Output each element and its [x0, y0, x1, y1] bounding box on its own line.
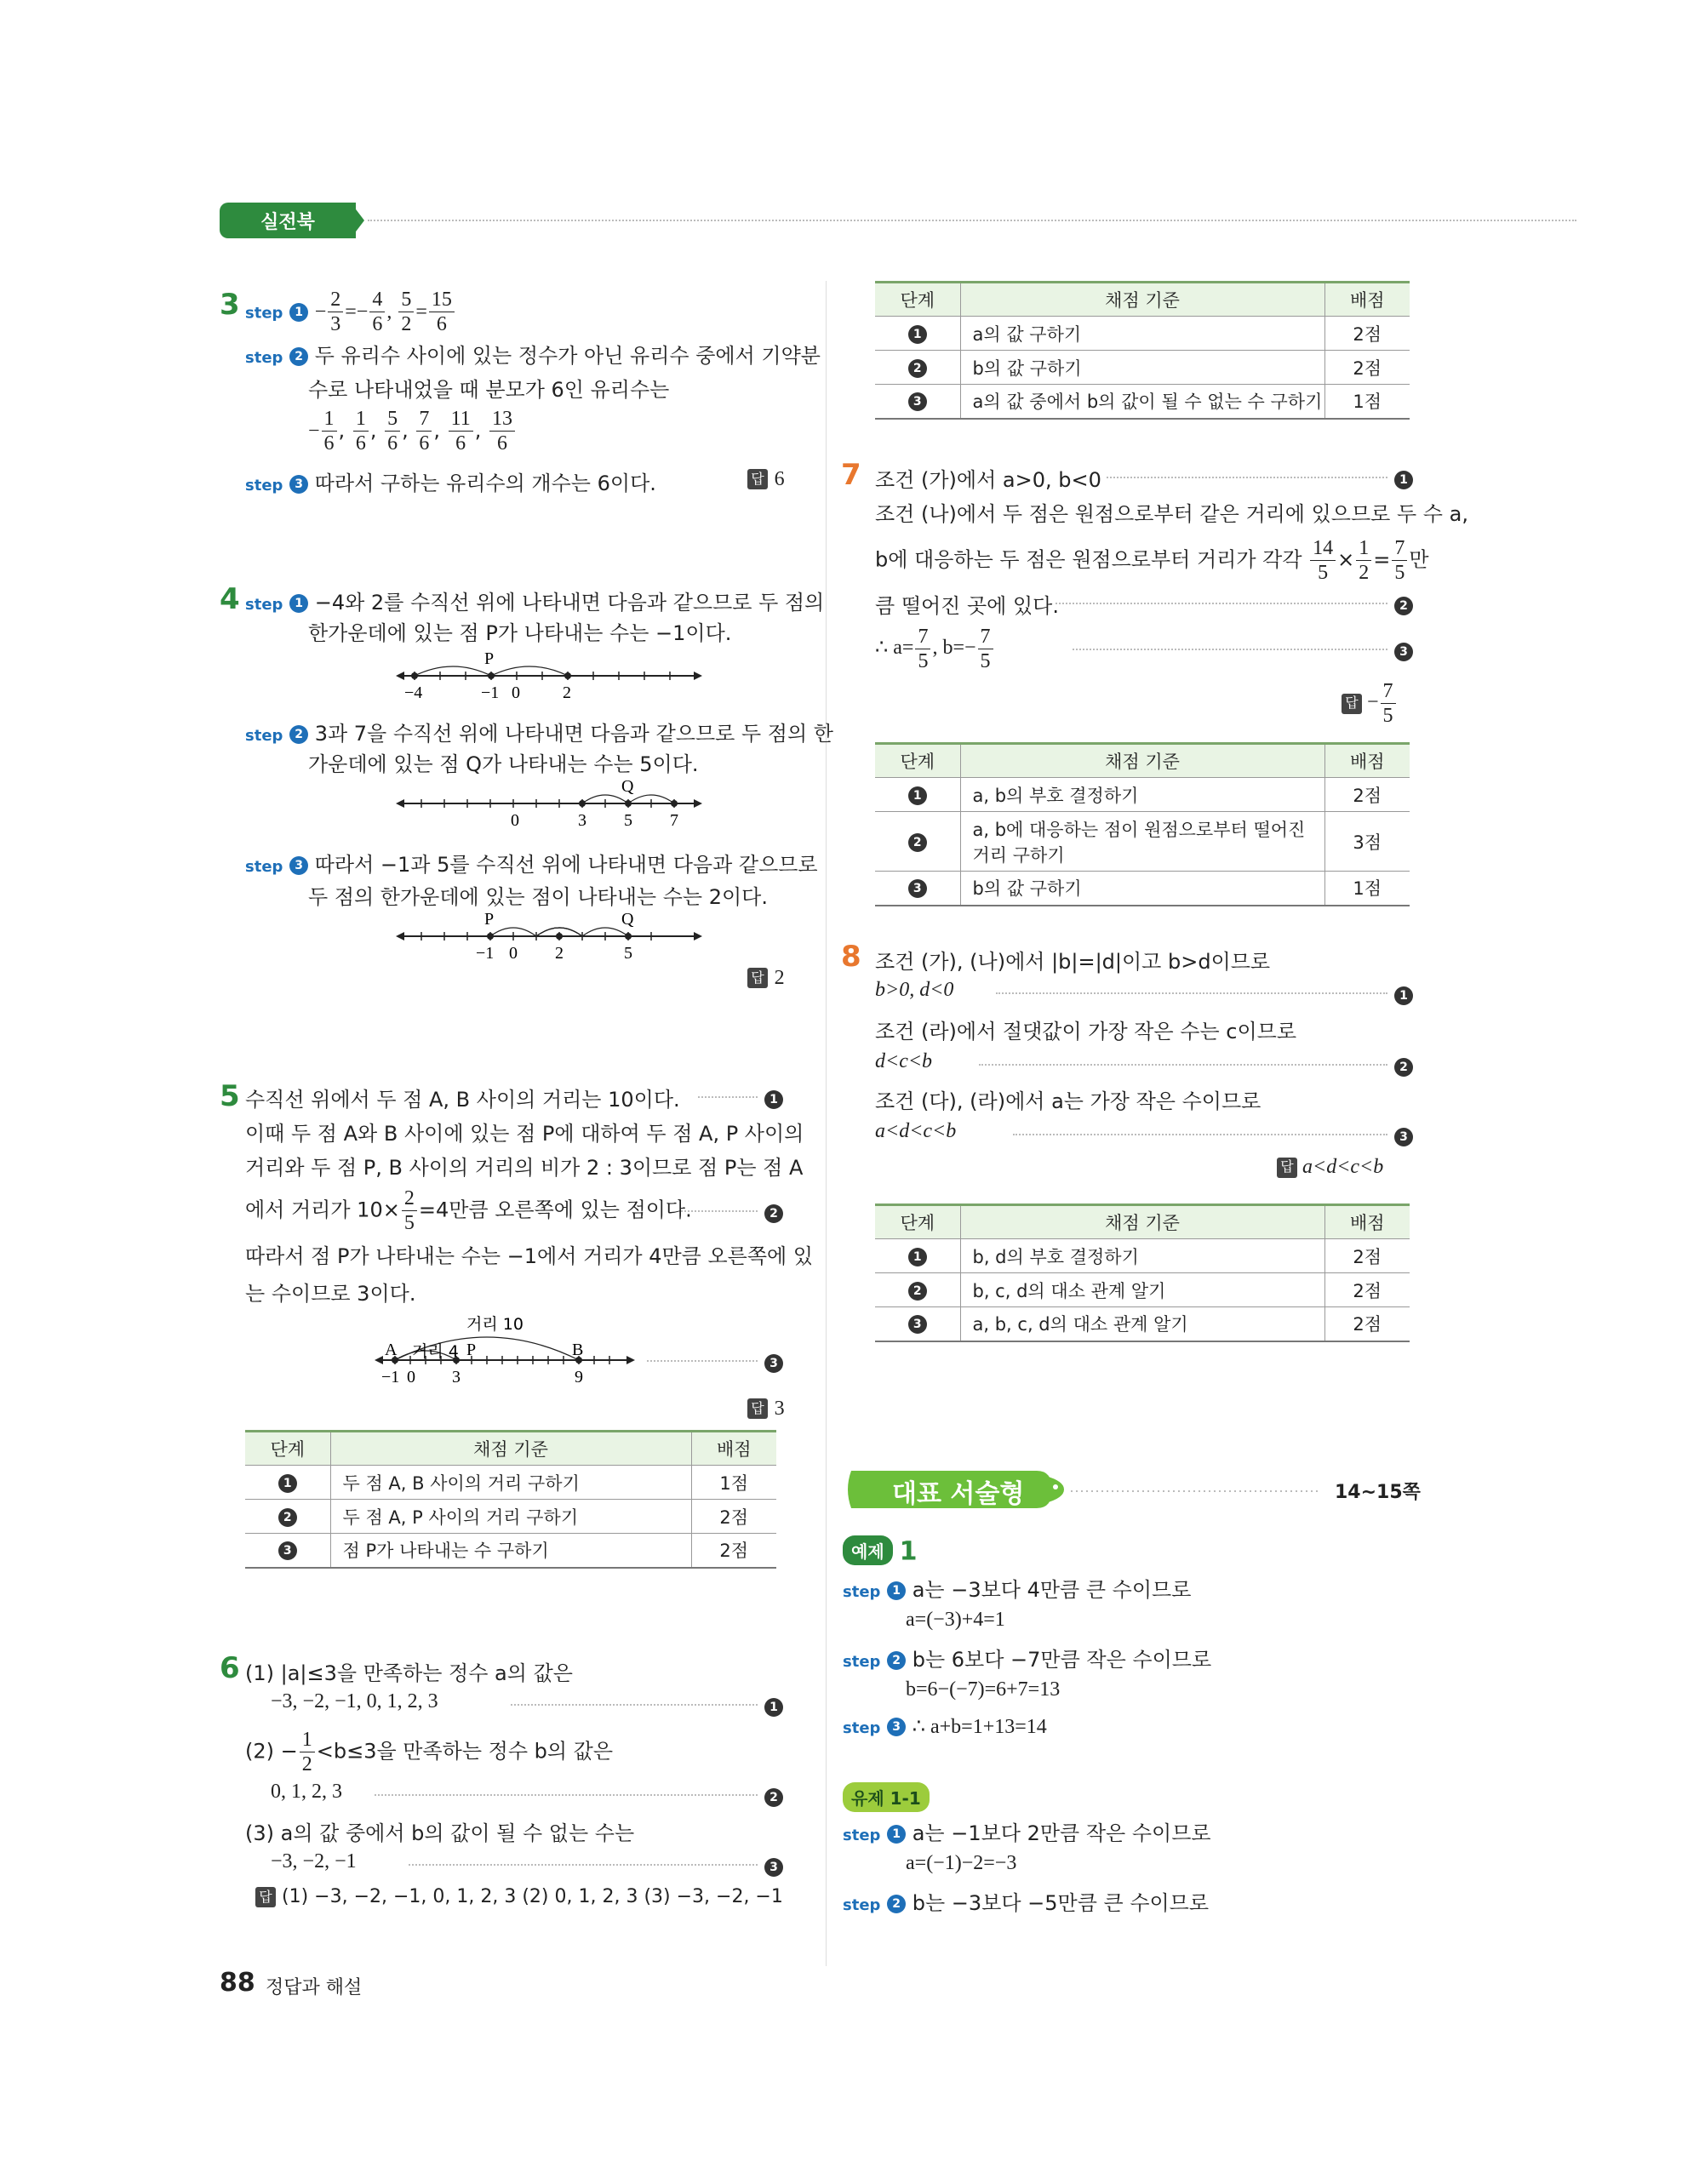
footer-label: 정답과 해설 [266, 1977, 363, 1998]
point-label: B [572, 1341, 584, 1359]
p5-line3: 거리와 두 점 P, B 사이의 거리의 비가 2 : 3이므로 점 P는 점 A [245, 1156, 804, 1180]
tick-label: 0 [407, 1368, 415, 1386]
p4-answer: 답 2 [747, 965, 785, 990]
problem-4-number: 4 [220, 582, 240, 616]
similar-line2: a=(−1)−2=−3 [906, 1852, 1017, 1874]
p6-line5: (3) a의 값 중에서 b의 값이 될 수 없는 수는 [245, 1821, 635, 1845]
point-label: P [484, 910, 495, 929]
step-label: step [245, 304, 283, 323]
p7-score-table: 단계 채점 기준 배점 1 a, b의 부호 결정하기 2점 2 a, b에 대응하는 점이 원점으로부터 떨어진 거리 구하기 3점 3 b의 값 구하기 1점 [875, 742, 1410, 906]
p8-line1: 조건 (가), (나)에서 |b|=|d|이고 b>d이므로 [875, 950, 1271, 974]
p8-line2: b>0, d<0 [875, 979, 954, 1001]
marker-1: 1 [764, 1086, 783, 1111]
point-label: A [385, 1341, 398, 1359]
tick-label: 3 [578, 811, 586, 830]
point-label: P [484, 649, 495, 668]
answer-icon: 답 [747, 469, 768, 489]
p3-step2-fractions: − $\frac{1}{6}$ , $\frac{1}{6}$ , $\frac{5}{6}$ , $\frac{7}{6}$ , $\frac{11}{6}$ , $\frac{13}{6}$ [308, 409, 517, 454]
tick-label: 9 [575, 1368, 583, 1386]
point-label: Q [621, 910, 634, 929]
p4-step2: step 2 3과 7을 수직선 위에 나타내면 다음과 같으므로 두 점의 한 [245, 722, 833, 746]
marker-3: 3 [1394, 1123, 1413, 1148]
problem-3-number: 3 [220, 288, 240, 322]
step-circle: 2 [289, 347, 308, 366]
column-divider [826, 281, 827, 1966]
section-tag-arrow [351, 203, 364, 238]
tick-label: 5 [624, 944, 632, 963]
section-tag: 실전북 [220, 203, 356, 238]
problem-7-number: 7 [841, 458, 861, 492]
point-label: P [466, 1341, 477, 1359]
p3-step2-text2: 수로 나타내었을 때 분모가 6인 유리수는 [308, 378, 670, 402]
p6-line1: (1) |a|≤3을 만족하는 정수 a의 값은 [245, 1661, 573, 1685]
distance-label: 거리 4 [412, 1342, 459, 1361]
marker-1: 1 [1394, 466, 1413, 491]
p8-line4: d<c<b [875, 1050, 933, 1072]
marker-2: 2 [1394, 1054, 1413, 1078]
p4-number-line-2 [396, 776, 702, 841]
p5-line1: 수직선 위에서 두 점 A, B 사이의 거리는 10이다. [245, 1088, 680, 1112]
p7-line3: b에 대응하는 두 점은 원점으로부터 거리가 각각 $\frac{14}{5}$ × $\frac{1}{2}$ = $\frac{7}{5}$ 만 [875, 537, 1429, 584]
tick-label: 2 [555, 944, 564, 963]
marker-3: 3 [764, 1350, 783, 1375]
step-circle: 3 [289, 856, 308, 875]
marker-2: 2 [764, 1784, 783, 1809]
p5-number-line [375, 1311, 638, 1401]
p5-line2: 이때 두 점 A와 B 사이에 있는 점 P에 대하여 두 점 A, P 사이의 [245, 1122, 804, 1146]
marker-1: 1 [1394, 982, 1413, 1007]
p4-step1-text2: 한가운데에 있는 점 P가 나타내는 수는 −1이다. [308, 621, 732, 645]
example-step3: step 3 ∴ a+b=1+13=14 [843, 1716, 1047, 1738]
p4-step3: step 3 따라서 −1과 5를 수직선 위에 나타내면 다음과 같으므로 [245, 853, 818, 877]
tick-label: 0 [509, 944, 518, 963]
tick-label: 0 [511, 811, 519, 830]
tick-label: 3 [452, 1368, 461, 1386]
p6-line4: 0, 1, 2, 3 [271, 1781, 342, 1803]
answer-icon: 답 [1277, 1158, 1297, 1178]
marker-3: 3 [1394, 638, 1413, 663]
p5-line4: 에서 거리가 10× $\frac{2}{5}$ =4만큼 오른쪽에 있는 점이다. [245, 1187, 692, 1234]
representative-pages: 14~15쪽 [1335, 1482, 1421, 1503]
answer-icon: 답 [747, 968, 768, 988]
example-line2: a=(−3)+4=1 [906, 1609, 1005, 1631]
page-number: 88 [220, 1968, 255, 1998]
p8-answer: 답 a<d<c<b [1277, 1156, 1383, 1179]
step-circle: 3 [289, 475, 308, 494]
answer-icon: 답 [747, 1398, 768, 1419]
tick-label: −4 [404, 683, 423, 702]
tick-label: 0 [512, 683, 520, 702]
tick-label: −1 [381, 1368, 400, 1386]
distance-label: 거리 10 [466, 1315, 523, 1334]
p3-step2: step 2 두 유리수 사이에 있는 정수가 아닌 유리수 중에서 기약분 [245, 344, 821, 368]
p6-line6: −3, −2, −1 [271, 1850, 357, 1872]
step-circle: 1 [289, 594, 308, 613]
p5-score-table: 단계 채점 기준 배점 1 두 점 A, B 사이의 거리 구하기 1점 2 두 점 A, P 사이의 거리 구하기 2점 3 점 P가 나타내는 수 구하기 2점 [245, 1430, 776, 1569]
point-label: Q [621, 777, 634, 796]
similar-step1: step 1 a는 −1보다 2만큼 작은 수이므로 [843, 1821, 1211, 1845]
p7-answer: 답 − $\frac{7}{5}$ [1342, 681, 1398, 726]
p8-line6: a<d<c<b [875, 1120, 957, 1142]
p3-step1: step 1 − $\frac{2}{3}$ =− $\frac{4}{6}$ , $\frac{5}{2}$ = $\frac{15}{6}$ [245, 289, 456, 334]
marker-1: 1 [764, 1694, 783, 1718]
p4-number-line-3 [396, 909, 702, 974]
problem-5-number: 5 [220, 1079, 240, 1113]
example-step2: step 2 b는 6보다 −7만큼 작은 수이므로 [843, 1648, 1212, 1672]
p8-score-table: 단계 채점 기준 배점 1 b, d의 부호 결정하기 2점 2 b, c, d의 대소 관계 알기 2점 3 a, b, c, d의 대소 관계 알기 2점 [875, 1203, 1410, 1342]
example-label: 예제 1 [843, 1535, 917, 1567]
p6-score-table: 단계 채점 기준 배점 1 a의 값 구하기 2점 2 b의 값 구하기 2점 3 a의 값 중에서 b의 값이 될 수 없는 수 구하기 1점 [875, 281, 1410, 420]
p3-step3: step 3 따라서 구하는 유리수의 개수는 6이다. [245, 472, 656, 495]
tick-label: 2 [563, 683, 571, 702]
tick-label: 5 [624, 811, 632, 830]
marker-2: 2 [764, 1200, 783, 1225]
p6-answer: 답 (1) −3, −2, −1, 0, 1, 2, 3 (2) 0, 1, 2, 3 (3) −3, −2, −1 [255, 1886, 783, 1907]
p6-line3: (2) − $\frac{1}{2}$ <b≤3을 만족하는 정수 b의 값은 [245, 1729, 614, 1775]
answer-icon: 답 [255, 1887, 276, 1907]
p5-line6: 는 수이므로 3이다. [245, 1282, 416, 1306]
p7-line1: 조건 (가)에서 a>0, b<0 [875, 468, 1101, 492]
header-divider [368, 220, 1576, 221]
similar-label: 유제 1-1 [843, 1782, 930, 1812]
problem-6-number: 6 [220, 1651, 240, 1685]
step-circle: 2 [289, 725, 308, 744]
p8-line3: 조건 (라)에서 절댓값이 가장 작은 수는 c이므로 [875, 1020, 1297, 1043]
representative-title: 대표 서술형 [892, 1479, 1025, 1509]
tick-label: −1 [476, 944, 495, 963]
p4-step3-text2: 두 점의 한가운데에 있는 점이 나타내는 수는 2이다. [308, 885, 768, 909]
marker-3: 3 [764, 1854, 783, 1878]
p7-line4: 큼 떨어진 곳에 있다. [875, 594, 1059, 618]
similar-step2: step 2 b는 −3보다 −5만큼 큰 수이므로 [843, 1891, 1210, 1915]
p4-step2-text2: 가운데에 있는 점 Q가 나타내는 수는 5이다. [308, 752, 699, 776]
example-step1: step 1 a는 −3보다 4만큼 큰 수이므로 [843, 1578, 1192, 1602]
p5-line5: 따라서 점 P가 나타내는 수는 −1에서 거리가 4만큼 오른쪽에 있 [245, 1244, 814, 1268]
p5-answer: 답 3 [747, 1396, 785, 1421]
p4-step1: step 1 −4와 2를 수직선 위에 나타내면 다음과 같으므로 두 점의 [245, 591, 825, 615]
p8-line5: 조건 (다), (라)에서 a는 가장 작은 수이므로 [875, 1089, 1262, 1113]
p4-number-line-1 [396, 649, 702, 713]
marker-2: 2 [1394, 592, 1413, 617]
problem-8-number: 8 [841, 940, 861, 974]
tick-label: −1 [481, 683, 500, 702]
example-line4: b=6−(−7)=6+7=13 [906, 1678, 1061, 1701]
p7-line2: 조건 (나)에서 두 점은 원점으로부터 같은 거리에 있으므로 두 수 a, [875, 502, 1468, 526]
answer-icon: 답 [1342, 694, 1362, 714]
tick-label: 7 [670, 811, 678, 830]
step-circle: 1 [289, 303, 308, 322]
p3-answer: 답 6 [747, 466, 785, 491]
p7-line5: ∴ a= $\frac{7}{5}$ , b=− $\frac{7}{5}$ [875, 626, 995, 672]
p6-line2: −3, −2, −1, 0, 1, 2, 3 [271, 1690, 438, 1712]
